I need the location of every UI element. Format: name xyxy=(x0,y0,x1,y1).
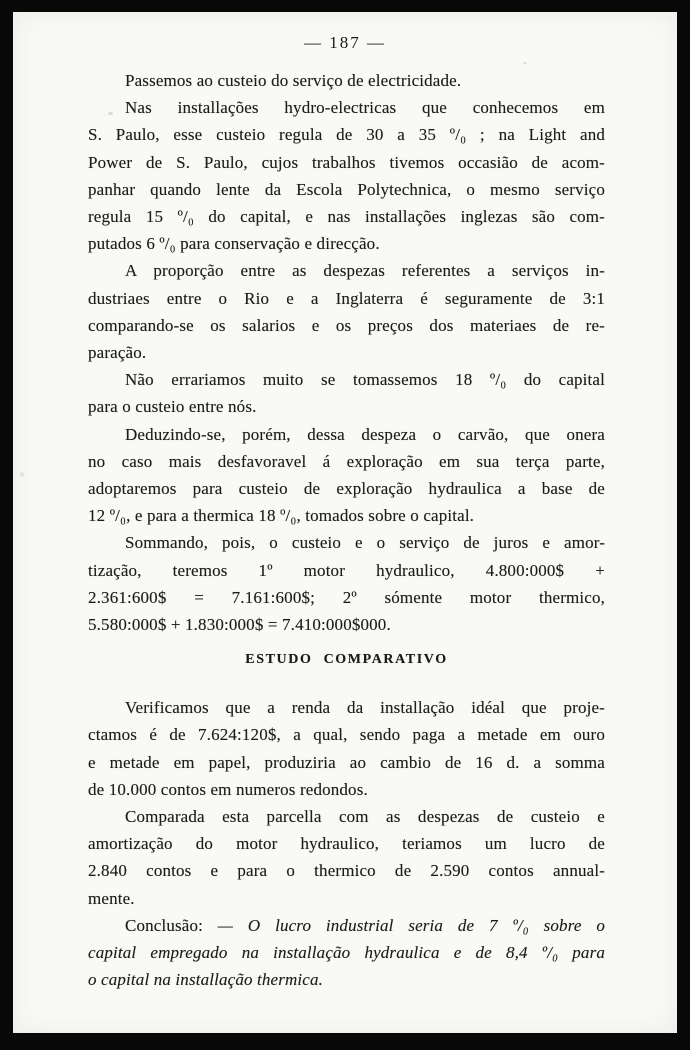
paragraph xyxy=(88,912,605,994)
text-line: adoptaremos para custeio de exploração hydraulica a base de xyxy=(88,479,605,499)
text-line: tização, teremos 1º motor hydraulico, 4.800:000$ + xyxy=(88,560,605,580)
text-line: panhar quando lente da Escola Polytechnica, o mesmo serviço xyxy=(88,179,605,199)
page-body xyxy=(88,67,605,994)
text-line: ctamos é de 7.624:120$, a qual, sendo paga a metade em ouro xyxy=(88,725,605,745)
text-line: no caso mais desfavoravel á exploração em sua terça parte, xyxy=(88,451,605,471)
text-line xyxy=(88,912,605,939)
scan-speck xyxy=(523,62,527,64)
text-line: putados 6 º/₀ para conservação e direcção. xyxy=(88,234,380,254)
scan-speck xyxy=(108,112,113,115)
text-line: 2.361:600$ = 7.161:600$; 2º sómente motor thermico, xyxy=(88,587,605,607)
text-line: comparando-se os salarios e os preços dos materiaes de re- xyxy=(88,315,605,335)
text-line: Verificamos que a renda da installação idéal que proje- xyxy=(125,698,605,718)
page-number: — 187 — xyxy=(304,33,386,52)
paragraph xyxy=(88,803,605,912)
text-line: Deduzindo-se, porém, dessa despeza o carvão, que onera xyxy=(125,424,605,444)
text-line: mente. xyxy=(88,888,135,908)
text-line: 2.840 contos e para o thermico de 2.590 contos annual- xyxy=(88,861,605,881)
paragraph xyxy=(88,694,605,803)
text-line: Nas installações hydro-electricas que conhecemos em xyxy=(125,98,605,118)
paragraph xyxy=(88,67,605,94)
text-line: e metade em papel, produziria ao cambio de 16 d. a somma xyxy=(88,752,605,772)
text-line: capital empregado na installação hydraulica e de 8,4 º/₀ para xyxy=(88,943,605,963)
section-heading: ESTUDO COMPARATIVO xyxy=(245,652,448,668)
text-line: A proporção entre as despezas referentes a serviços in- xyxy=(125,261,605,281)
paragraph-lead-rest: — O lucro industrial seria de 7 º/₀ sobre o xyxy=(217,915,605,935)
scanned-page xyxy=(13,12,677,1033)
text-line: amortização do motor hydraulico, teriamos um lucro de xyxy=(88,834,605,854)
text-line: de 10.000 contos em numeros redondos. xyxy=(88,779,368,799)
paragraph xyxy=(88,421,605,530)
text-line: Sommando, pois, o custeio e o serviço de juros e amor- xyxy=(125,533,605,553)
scan-speck xyxy=(20,472,24,477)
text-line: Passemos ao custeio do serviço de electricidade. xyxy=(125,71,462,90)
text-line: dustriaes entre o Rio e a Inglaterra é seguramente de 3:1 xyxy=(88,288,605,308)
text-line: paração. xyxy=(88,343,147,363)
text-line: o capital na installação thermica. xyxy=(88,970,324,990)
paragraph xyxy=(88,94,605,257)
text-line: Power de S. Paulo, cujos trabalhos tivemos occasião de acom- xyxy=(88,152,605,172)
paragraph xyxy=(88,257,605,366)
text-line: 12 º/₀, e para a thermica 18 º/₀, tomados sobre o capital. xyxy=(88,506,475,526)
text-line: Comparada esta parcella com as despezas de custeio e xyxy=(125,807,605,827)
paragraph xyxy=(88,529,605,638)
section-estudo-comparativo xyxy=(88,694,605,993)
text-line: Não errariamos muito se tomassemos 18 º/₀ do capital xyxy=(125,370,605,390)
paragraph xyxy=(88,366,605,420)
text-line: 5.580:000$ + 1.830:000$ = 7.410:000$000. xyxy=(88,615,391,635)
paragraph-lead: Conclusão: xyxy=(125,915,218,935)
text-line: S. Paulo, esse custeio regula de 30 a 35 º/₀ ; na Light and xyxy=(88,125,605,145)
section-custeio xyxy=(88,67,605,638)
text-line: para o custeio entre nós. xyxy=(88,397,257,417)
text-line: regula 15 º/₀ do capital, e nas installações inglezas são com- xyxy=(88,207,605,227)
